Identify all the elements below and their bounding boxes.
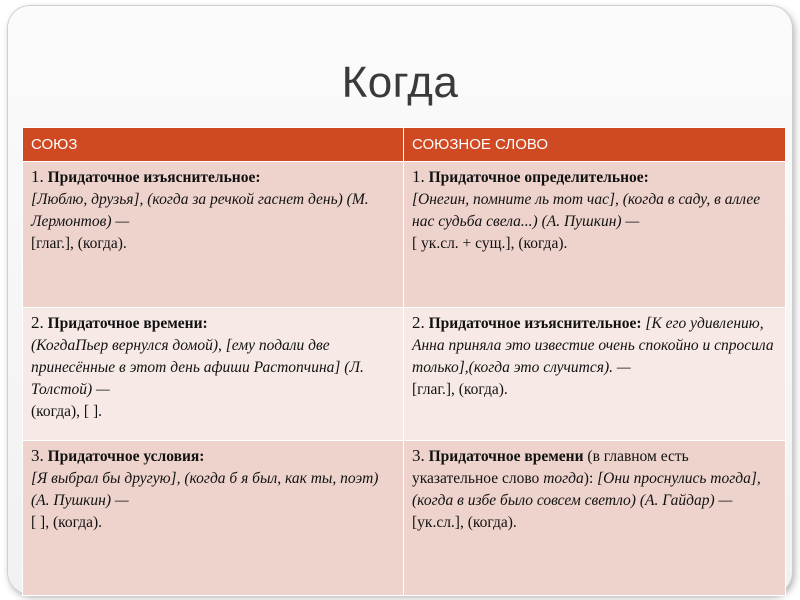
- item-number: 1.: [31, 167, 44, 186]
- clause-heading: Придаточное времени: [428, 448, 584, 465]
- example-text: [Онегин, помните ль тот час], (когда в саду, в аллее нас судьба свела...) (А. Пушкин) —: [412, 191, 761, 230]
- example-text: [Люблю, друзья], (когда за речкой гаснет день) (М. Лермонтов) —: [31, 191, 369, 230]
- clause-heading: Придаточное условия:: [47, 448, 205, 465]
- header-conjunctive-word: СОЮЗНОЕ СЛОВО: [404, 128, 786, 162]
- table-header-row: [23, 128, 786, 162]
- scheme-text: [глаг.], (когда).: [31, 235, 127, 252]
- slide-title: Когда: [341, 58, 459, 107]
- example-text: (КогдаПьер вернулся домой), [ему подали две принесённые в этот день афиши Растопчина] (Л. Толстой) —: [31, 337, 364, 398]
- table-row: [23, 162, 786, 308]
- scheme-text: [глаг.], (когда).: [412, 381, 508, 398]
- table-cell: [23, 441, 404, 596]
- table-cell: [404, 441, 786, 596]
- item-number: 3.: [31, 446, 44, 465]
- scheme-text: [ ук.сл. + сущ.], (когда).: [412, 235, 568, 252]
- table-row: [23, 441, 786, 596]
- header-conjunction: СОЮЗ: [23, 128, 404, 162]
- table-cell: [23, 308, 404, 441]
- table-cell: [404, 308, 786, 441]
- clause-heading: Придаточное изъяснительное:: [428, 315, 642, 332]
- scheme-text: [ ], (когда).: [31, 514, 102, 531]
- example-text: [Они проснулись тогда], (когда в избе было совсем светло) (А. Гайдар) —: [412, 470, 761, 509]
- clause-note: (в главном есть указательное слово: [412, 448, 689, 487]
- table-row: [23, 308, 786, 441]
- table-cell: [404, 162, 786, 308]
- note-end: ):: [583, 470, 594, 487]
- clause-heading: Придаточное определительное:: [428, 169, 649, 186]
- note-keyword: тогда: [543, 470, 584, 487]
- clause-heading: Придаточное времени:: [47, 315, 208, 332]
- example-text: [Я выбрал бы другую], (когда б я был, как ты, поэт)(А. Пушкин) —: [31, 470, 379, 509]
- conjunction-table: [22, 127, 786, 596]
- item-number: 3.: [412, 446, 425, 465]
- scheme-text: [ук.сл.], (когда).: [412, 514, 517, 531]
- scheme-text: (когда), [ ].: [31, 403, 102, 420]
- item-number: 2.: [412, 313, 425, 332]
- clause-heading: Придаточное изъяснительное:: [47, 169, 261, 186]
- item-number: 1.: [412, 167, 425, 186]
- table-cell: [23, 162, 404, 308]
- example-text: [К его удивлению, Анна приняла это известие очень спокойно и спросила только],(когда это случится). —: [412, 315, 774, 376]
- item-number: 2.: [31, 313, 44, 332]
